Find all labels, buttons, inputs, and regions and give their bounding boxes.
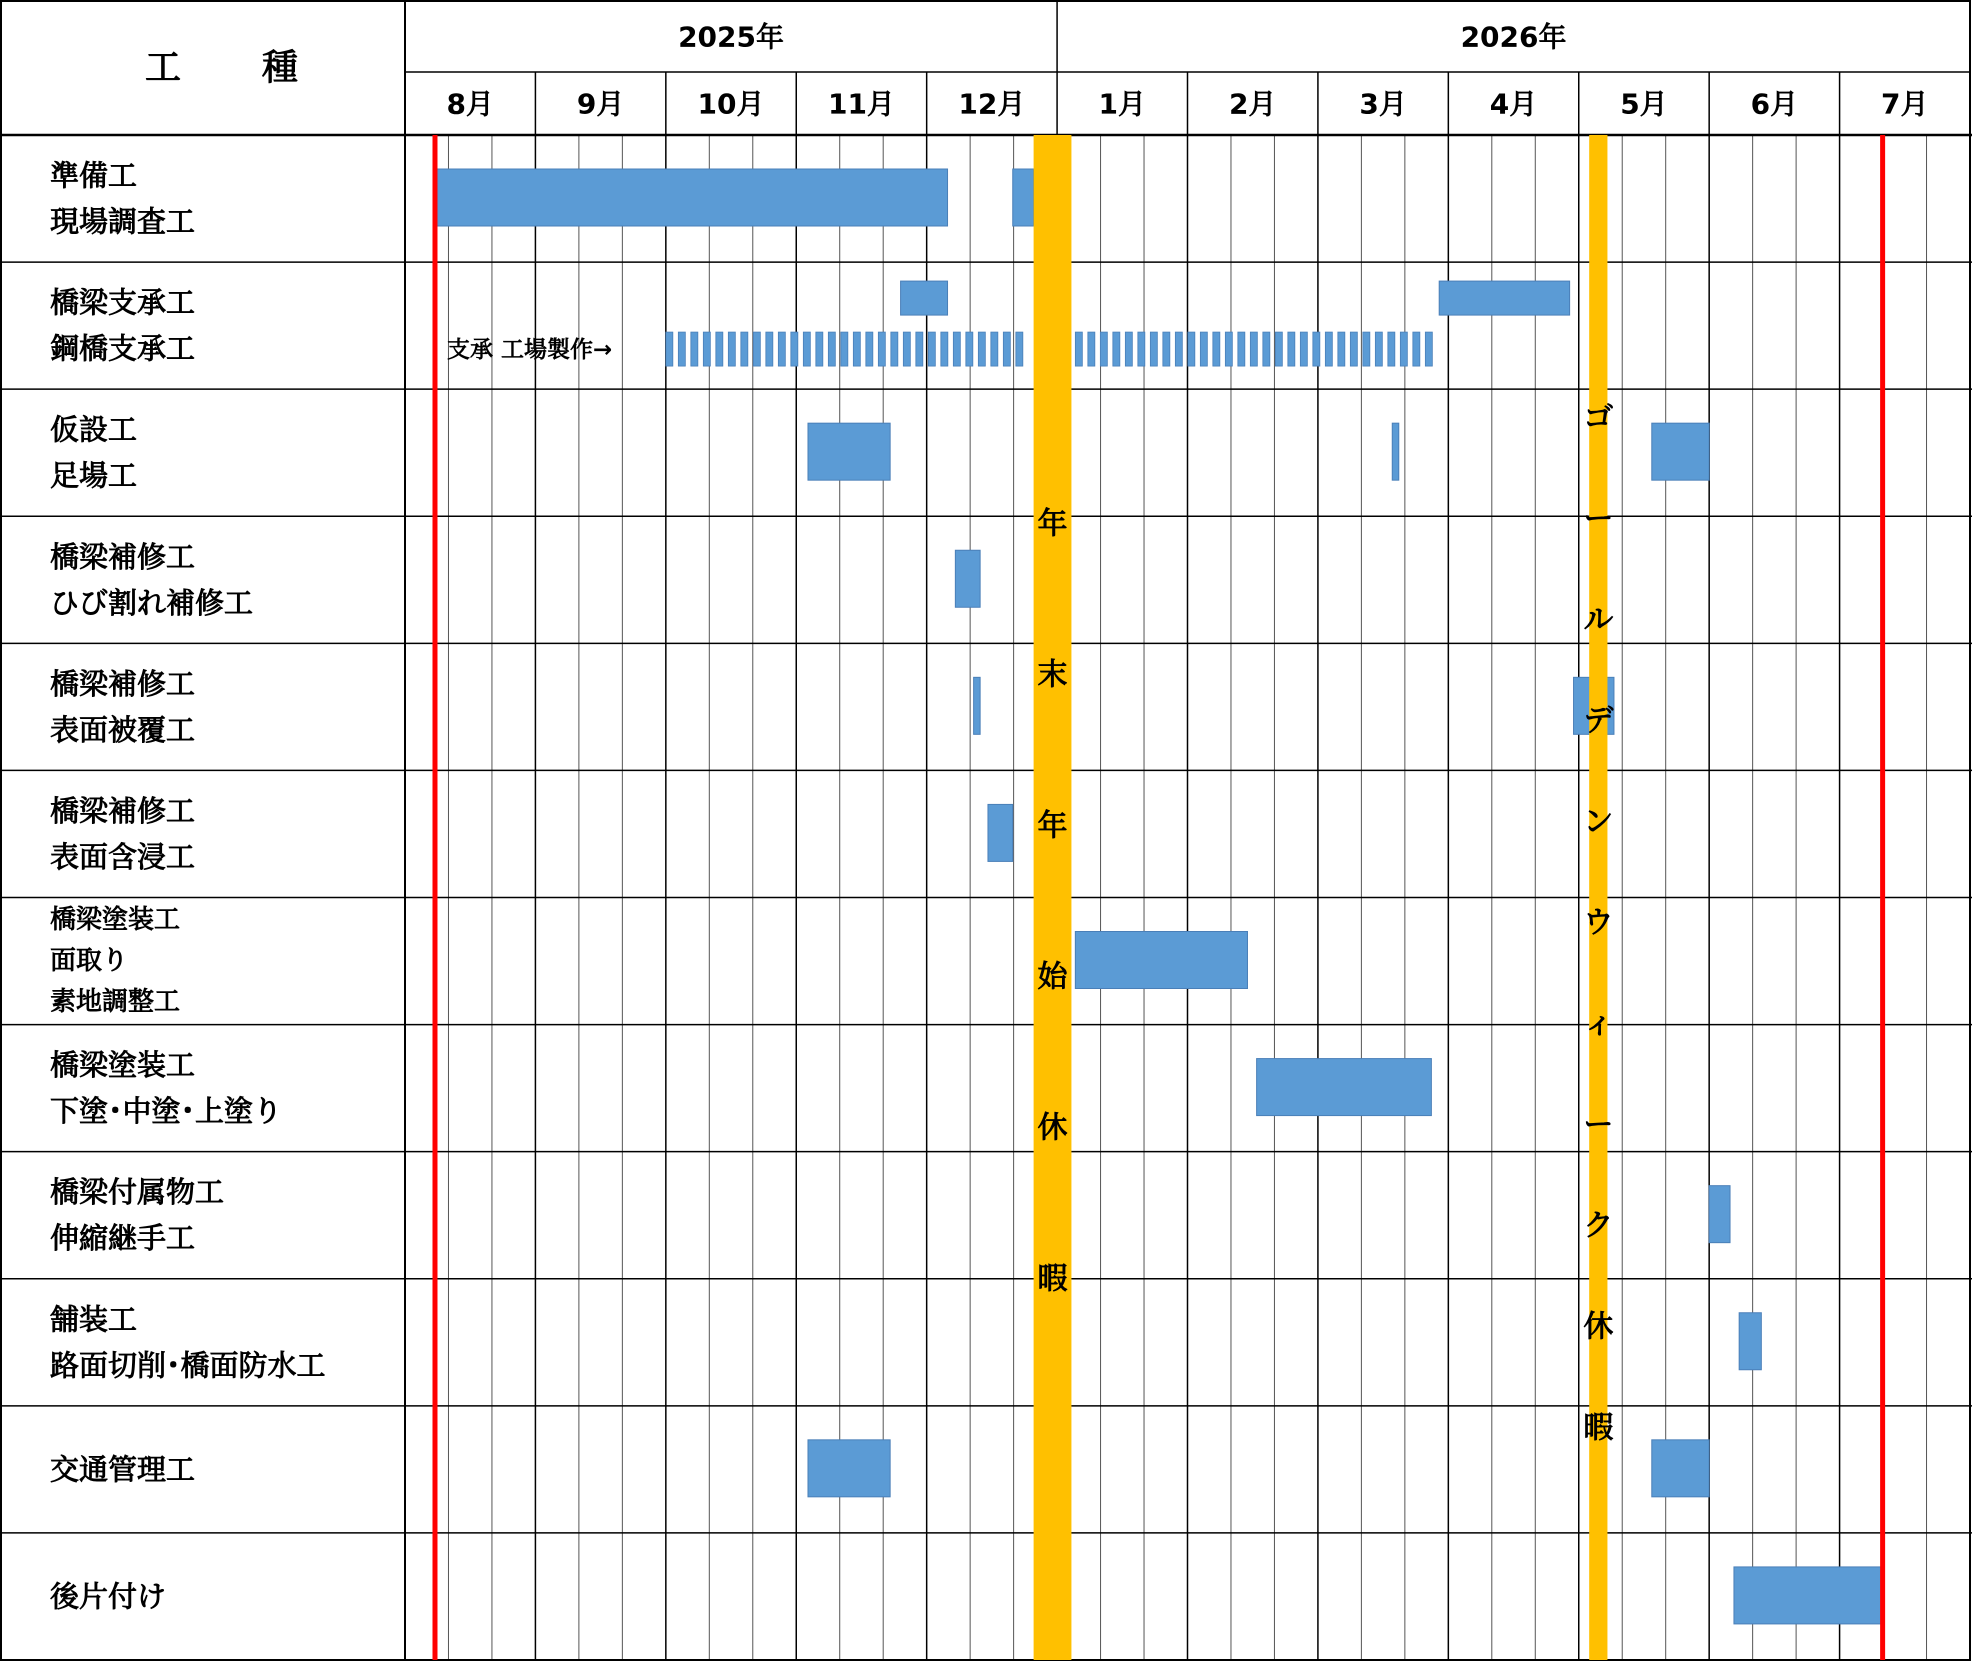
dashed-bar-segment xyxy=(1300,332,1307,366)
task-bar xyxy=(1392,423,1399,480)
task-label: 橋梁支承工 xyxy=(50,285,196,320)
holiday-char: 休 xyxy=(1037,1110,1068,1146)
month-label: 2月 xyxy=(1228,87,1277,121)
month-label: 12月 xyxy=(958,87,1026,121)
dashed-bar-segment xyxy=(1113,332,1120,366)
dashed-bar-segment xyxy=(728,332,735,366)
dashed-bar-segment xyxy=(666,332,673,366)
dashed-bar-segment xyxy=(1388,332,1395,366)
holiday-char: ウ xyxy=(1583,905,1614,941)
dashed-bar-segment xyxy=(1163,332,1170,366)
dashed-bar-segment xyxy=(978,332,985,366)
task-label: 路面切削･橋面防水工 xyxy=(50,1348,326,1383)
dashed-bar-segment xyxy=(841,332,848,366)
task-bar xyxy=(1075,932,1247,989)
task-label: 舗装工 xyxy=(50,1302,138,1337)
task-label: 後片付け xyxy=(50,1579,167,1614)
dashed-bar-segment xyxy=(1213,332,1220,366)
task-bar xyxy=(1709,1186,1730,1243)
holiday-char: 末 xyxy=(1037,657,1068,693)
task-label: ひび割れ補修工 xyxy=(50,585,254,620)
task-bar xyxy=(974,677,981,734)
dashed-bar-segment xyxy=(766,332,773,366)
holiday-char: 年 xyxy=(1037,506,1068,542)
task-bar xyxy=(434,169,948,226)
task-label: 素地調整工 xyxy=(50,987,181,1018)
month-label: 8月 xyxy=(446,87,494,121)
dashed-bar-segment xyxy=(1400,332,1407,366)
task-bar xyxy=(1257,1059,1432,1116)
dashed-bar-segment xyxy=(716,332,723,366)
task-label: 表面被覆工 xyxy=(50,712,196,747)
month-label: 7月 xyxy=(1881,87,1929,121)
holiday-char: 始 xyxy=(1037,959,1068,995)
dashed-bar-segment xyxy=(1363,332,1370,366)
task-bar xyxy=(988,804,1013,861)
dashed-bar-segment xyxy=(1225,332,1232,366)
dashed-bar-segment xyxy=(1003,332,1010,366)
dashed-bar-segment xyxy=(703,332,710,366)
year-label: 2025年 xyxy=(678,20,785,54)
month-label: 5月 xyxy=(1620,87,1668,121)
dashed-bar-segment xyxy=(1313,332,1320,366)
dashed-bar-segment xyxy=(866,332,873,366)
month-label: 6月 xyxy=(1750,87,1799,121)
dashed-bar-segment xyxy=(1350,332,1357,366)
holiday-char: ン xyxy=(1583,804,1614,840)
task-bar xyxy=(1652,1440,1709,1497)
task-bar xyxy=(901,281,948,315)
holiday-band xyxy=(1034,135,1072,1660)
holiday-char: ー xyxy=(1583,501,1614,537)
dashed-bar-segment xyxy=(1016,332,1023,366)
task-label: 伸縮継手工 xyxy=(50,1221,196,1256)
task-bar xyxy=(1439,281,1569,315)
dashed-bar-segment xyxy=(1275,332,1282,366)
holiday-char: 暇 xyxy=(1037,1261,1068,1297)
task-label: 橋梁補修工 xyxy=(50,793,196,828)
task-label: 表面含浸工 xyxy=(50,839,196,874)
task-label: 橋梁補修工 xyxy=(50,666,196,701)
dashed-bar-segment xyxy=(1088,332,1095,366)
dashed-bar-segment xyxy=(1413,332,1420,366)
dashed-bar-segment xyxy=(1188,332,1195,366)
task-label: 面取り xyxy=(50,946,129,977)
dashed-bar-segment xyxy=(778,332,785,366)
task-label: 橋梁補修工 xyxy=(50,539,196,574)
dashed-bar-segment xyxy=(991,332,998,366)
dashed-bar-segment xyxy=(1263,332,1270,366)
task-label: 鋼橋支承工 xyxy=(50,331,196,366)
dashed-bar-segment xyxy=(691,332,698,366)
dashed-bar-segment xyxy=(916,332,923,366)
task-bar xyxy=(1734,1567,1883,1624)
dashed-bar-segment xyxy=(678,332,685,366)
dashed-bar-segment xyxy=(1150,332,1157,366)
task-label: 下塗･中塗･上塗り xyxy=(50,1094,283,1129)
task-note: 支承 工場製作→ xyxy=(447,337,613,364)
holiday-char: デ xyxy=(1583,703,1614,739)
task-label: 橋梁塗装工 xyxy=(50,905,181,936)
dashed-bar-segment xyxy=(953,332,960,366)
task-bar xyxy=(1013,169,1034,226)
dashed-bar-segment xyxy=(1175,332,1182,366)
dashed-bar-segment xyxy=(1138,332,1145,366)
month-label: 11月 xyxy=(827,87,895,121)
month-label: 1月 xyxy=(1098,87,1147,121)
dashed-bar-segment xyxy=(1325,332,1332,366)
dashed-bar-segment xyxy=(741,332,748,366)
dashed-bar-segment xyxy=(1288,332,1295,366)
holiday-char: ル xyxy=(1583,602,1614,638)
task-label: 橋梁塗装工 xyxy=(50,1048,196,1083)
task-label: 足場工 xyxy=(50,458,138,493)
dashed-bar-segment xyxy=(816,332,823,366)
year-label: 2026年 xyxy=(1460,20,1567,54)
dashed-bar-segment xyxy=(1338,332,1345,366)
task-label: 準備工 xyxy=(50,158,138,193)
holiday-char: 年 xyxy=(1037,808,1068,844)
dashed-bar-segment xyxy=(1375,332,1382,366)
holiday-char: ィ xyxy=(1583,1006,1614,1042)
task-label: 現場調査工 xyxy=(50,204,196,239)
task-label: 橋梁付属物工 xyxy=(50,1175,225,1210)
dashed-bar-segment xyxy=(803,332,810,366)
task-bar xyxy=(808,423,890,480)
task-bar xyxy=(808,1440,890,1497)
holiday-char: 暇 xyxy=(1583,1410,1614,1446)
dashed-bar-segment xyxy=(753,332,760,366)
dashed-bar-segment xyxy=(928,332,935,366)
dashed-bar-segment xyxy=(1200,332,1207,366)
dashed-bar-segment xyxy=(1250,332,1257,366)
dashed-bar-segment xyxy=(1425,332,1432,366)
month-label: 10月 xyxy=(697,87,765,121)
month-label: 4月 xyxy=(1489,87,1538,121)
task-column-header: 工 xyxy=(145,47,182,89)
dashed-bar-segment xyxy=(853,332,860,366)
holiday-char: 休 xyxy=(1583,1309,1614,1345)
dashed-bar-segment xyxy=(1100,332,1107,366)
task-bar xyxy=(1652,423,1709,480)
dashed-bar-segment xyxy=(828,332,835,366)
month-label: 3月 xyxy=(1359,87,1407,121)
month-label: 9月 xyxy=(576,87,625,121)
task-bar xyxy=(955,550,980,607)
dashed-bar-segment xyxy=(941,332,948,366)
holiday-char: ク xyxy=(1583,1208,1614,1244)
task-bar xyxy=(1739,1313,1761,1370)
dashed-bar-segment xyxy=(791,332,798,366)
dashed-bar-segment xyxy=(966,332,973,366)
dashed-bar-segment xyxy=(878,332,885,366)
dashed-bar-segment xyxy=(891,332,898,366)
task-label: 交通管理工 xyxy=(50,1452,196,1487)
dashed-bar-segment xyxy=(1125,332,1132,366)
task-column-header: 種 xyxy=(262,47,299,89)
dashed-bar-segment xyxy=(1238,332,1245,366)
holiday-char: ゴ xyxy=(1583,400,1614,436)
holiday-char: ー xyxy=(1583,1107,1614,1143)
task-label: 仮設工 xyxy=(50,412,138,447)
dashed-bar-segment xyxy=(903,332,910,366)
dashed-bar-segment xyxy=(1075,332,1082,366)
